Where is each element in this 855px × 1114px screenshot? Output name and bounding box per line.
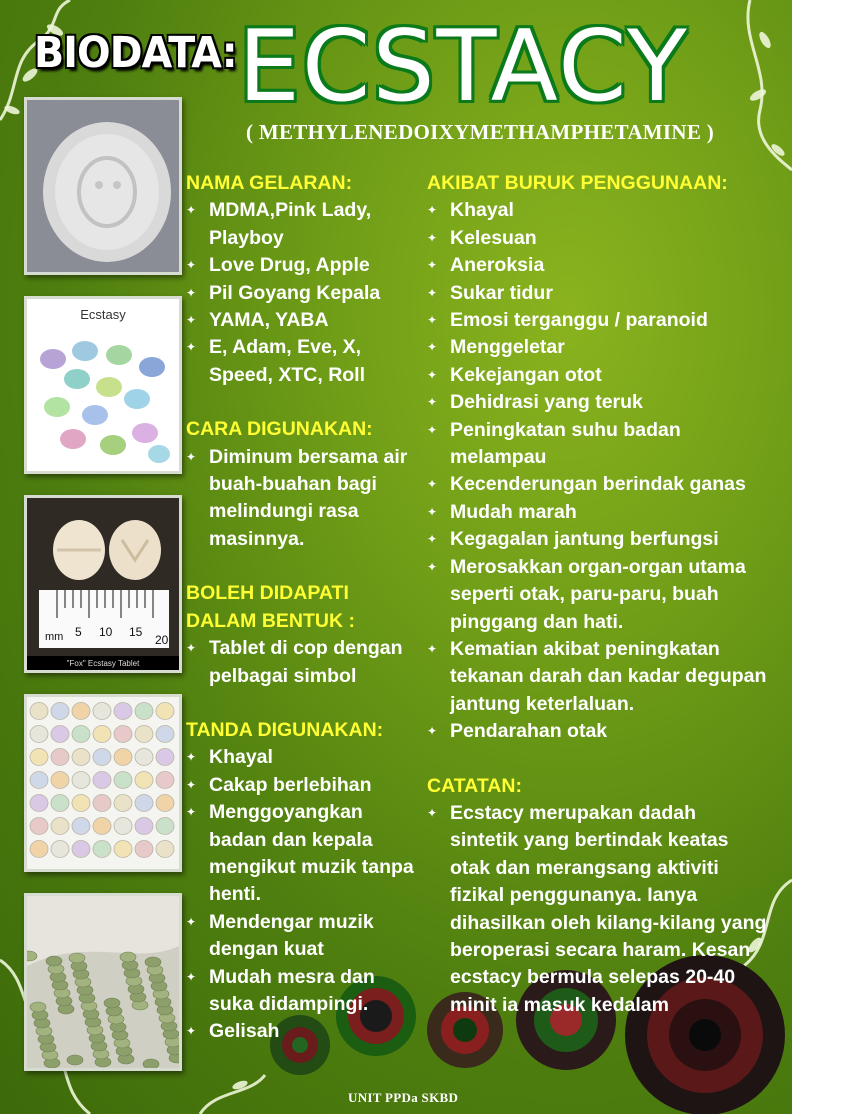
list-item bbox=[427, 362, 767, 389]
list-item bbox=[186, 252, 422, 279]
list-item bbox=[186, 909, 422, 964]
bullet-icon: ✦ bbox=[427, 477, 438, 492]
photo-caption: Ecstasy bbox=[80, 307, 126, 322]
pill-icon bbox=[114, 726, 132, 743]
bullet-list bbox=[427, 800, 767, 1019]
ecstasy-pill-closeup bbox=[24, 97, 182, 275]
bullet-icon: ✦ bbox=[427, 724, 438, 739]
pill-icon bbox=[72, 818, 90, 835]
list-item bbox=[427, 307, 767, 334]
list-item bbox=[427, 471, 767, 498]
list-item-text: Love Drug, Apple bbox=[209, 254, 370, 277]
pill-icon bbox=[135, 795, 153, 812]
bullet-list bbox=[186, 744, 422, 1045]
pill-icon bbox=[143, 1059, 159, 1068]
list-item bbox=[427, 389, 767, 416]
pill-icon bbox=[120, 952, 136, 962]
pill-icon bbox=[135, 726, 153, 743]
list-item bbox=[427, 334, 767, 361]
list-item-text: Kekejangan otot bbox=[450, 363, 602, 386]
section bbox=[427, 170, 767, 746]
list-item bbox=[186, 799, 422, 909]
bullet-icon: ✦ bbox=[427, 340, 438, 355]
list-item bbox=[427, 225, 767, 252]
list-item-text: Kegagalan jantung berfungsi bbox=[450, 528, 719, 551]
bullet-icon: ✦ bbox=[186, 449, 197, 464]
list-item-text: Aneroksia bbox=[450, 254, 545, 277]
list-item bbox=[186, 197, 422, 252]
pill-icon bbox=[93, 749, 111, 766]
list-item-text: Tablet di cop dengan pelbagai simbol bbox=[209, 637, 403, 687]
pill-icon bbox=[114, 841, 132, 858]
list-item bbox=[186, 964, 422, 1019]
bullet-icon: ✦ bbox=[427, 258, 438, 273]
section-heading: BOLEH DIDAPATI DALAM BENTUK : bbox=[186, 582, 355, 632]
list-item bbox=[427, 800, 767, 1019]
pill-icon bbox=[145, 957, 161, 967]
bullet-icon: ✦ bbox=[186, 258, 197, 273]
list-item bbox=[186, 307, 422, 334]
list-item bbox=[427, 280, 767, 307]
pill-icon bbox=[135, 772, 153, 789]
bullet-list bbox=[186, 444, 422, 554]
pill-icon bbox=[72, 703, 90, 720]
right-column bbox=[427, 170, 767, 1046]
pill-icon bbox=[156, 772, 174, 789]
list-item bbox=[186, 334, 422, 389]
pill-icon bbox=[104, 998, 120, 1008]
section-heading: NAMA GELARAN: bbox=[186, 172, 353, 194]
list-item-text: Pil Goyang Kepala bbox=[209, 281, 381, 304]
pill-icon bbox=[114, 795, 132, 812]
pill-icon bbox=[30, 795, 48, 812]
pill-icon bbox=[72, 749, 90, 766]
pill-icon bbox=[30, 726, 48, 743]
bullet-icon: ✦ bbox=[427, 395, 438, 410]
list-item-text: Kelesuan bbox=[450, 226, 537, 249]
ecstasy-pill-grid bbox=[24, 694, 182, 872]
pill-icon bbox=[51, 841, 69, 858]
pill-icon bbox=[93, 795, 111, 812]
section bbox=[186, 580, 422, 690]
bullet-icon: ✦ bbox=[427, 203, 438, 218]
list-item bbox=[427, 252, 767, 279]
left-column bbox=[186, 170, 422, 1073]
pill-icon bbox=[51, 772, 69, 789]
bullet-icon: ✦ bbox=[186, 641, 197, 656]
list-item-text: Khayal bbox=[450, 199, 514, 222]
section bbox=[186, 416, 422, 553]
footer-credit: UNIT PPDa SKBD bbox=[348, 1090, 459, 1105]
bullet-icon: ✦ bbox=[427, 532, 438, 547]
pill-icon bbox=[69, 953, 85, 963]
list-item-text: Kematian akibat peningkatan tekanan darah dan kadar degupan jantung keterlaluan. bbox=[450, 637, 767, 715]
list-item-text: Gelisah bbox=[209, 1020, 280, 1043]
pill-icon bbox=[51, 795, 69, 812]
bullet-icon: ✦ bbox=[186, 914, 197, 929]
list-item-text: MDMA,Pink Lady, Playboy bbox=[209, 199, 372, 249]
list-item bbox=[427, 554, 767, 636]
list-item-text: Peningkatan suhu badan melampau bbox=[450, 418, 681, 469]
pill-icon bbox=[30, 1002, 46, 1012]
bullet-icon: ✦ bbox=[427, 367, 438, 382]
pill-icon bbox=[72, 841, 90, 858]
photo-caption: "Fox" Ecstasy Tablet bbox=[66, 659, 140, 668]
pill-icon bbox=[30, 841, 48, 858]
list-item-text: Diminum bersama air buah-buahan bagi melindungi rasa masinnya. bbox=[209, 445, 408, 550]
bullet-icon: ✦ bbox=[427, 504, 438, 519]
page-title: ECSTACY bbox=[238, 10, 689, 124]
pill-icon bbox=[135, 703, 153, 720]
pill-icon bbox=[135, 749, 153, 766]
bullet-list bbox=[186, 635, 422, 690]
list-item-text: Kecenderungan berindak ganas bbox=[450, 473, 746, 496]
bullet-icon: ✦ bbox=[427, 559, 438, 574]
list-item-text: Menggeletar bbox=[450, 336, 565, 359]
pill-icon bbox=[93, 726, 111, 743]
list-item bbox=[186, 280, 422, 307]
bullet-list bbox=[186, 197, 422, 389]
bullet-icon: ✦ bbox=[186, 777, 197, 792]
list-item bbox=[186, 772, 422, 799]
list-item-text: Emosi terganggu / paranoid bbox=[450, 309, 708, 332]
pill-icon bbox=[156, 795, 174, 812]
bullet-icon: ✦ bbox=[186, 805, 197, 820]
ruler-tick-label: 20 bbox=[155, 633, 169, 647]
pill-icon bbox=[30, 818, 48, 835]
pill-icon bbox=[30, 749, 48, 766]
bullet-icon: ✦ bbox=[186, 750, 197, 765]
list-item-text: Sukar tidur bbox=[450, 281, 553, 304]
list-item bbox=[186, 744, 422, 771]
bullet-icon: ✦ bbox=[186, 1024, 197, 1039]
bullet-icon: ✦ bbox=[186, 203, 197, 218]
list-item-text: Mudah marah bbox=[450, 500, 577, 523]
list-item bbox=[427, 197, 767, 224]
bullet-icon: ✦ bbox=[186, 340, 197, 355]
bullet-icon: ✦ bbox=[186, 969, 197, 984]
chemical-name-subtitle: ( METHYLENEDOIXYMETHAMPHETAMINE ) bbox=[246, 120, 715, 144]
pill-icon bbox=[156, 818, 174, 835]
section bbox=[186, 717, 422, 1046]
ruler-unit: mm bbox=[45, 631, 64, 643]
section bbox=[427, 773, 767, 1020]
section-heading: CARA DIGUNAKAN: bbox=[186, 418, 373, 441]
ruler-tick-label: 10 bbox=[99, 625, 113, 639]
pill-icon bbox=[114, 703, 132, 720]
pill-icon bbox=[93, 818, 111, 835]
list-item bbox=[427, 718, 767, 745]
bullet-icon: ✦ bbox=[427, 230, 438, 245]
bullet-icon: ✦ bbox=[427, 805, 438, 820]
pill-icon bbox=[114, 772, 132, 789]
list-item bbox=[427, 526, 767, 553]
list-item bbox=[427, 417, 767, 472]
list-item-text: E, Adam, Eve, X, Speed, XTC, Roll bbox=[209, 336, 366, 386]
pill-icon bbox=[46, 956, 62, 966]
list-item-text: Khayal bbox=[209, 746, 273, 769]
pill-icon bbox=[114, 818, 132, 835]
list-item bbox=[186, 635, 422, 690]
pill-icon bbox=[114, 749, 132, 766]
ecstasy-colored-tablets bbox=[24, 296, 182, 474]
pill-icon bbox=[51, 726, 69, 743]
pill-icon bbox=[30, 703, 48, 720]
pill-icon bbox=[156, 726, 174, 743]
bullet-icon: ✦ bbox=[427, 313, 438, 328]
list-item-text: Mendengar muzik dengan kuat bbox=[209, 910, 374, 961]
list-item bbox=[427, 499, 767, 526]
list-item bbox=[186, 444, 422, 554]
pill-icon bbox=[67, 1055, 83, 1065]
list-item-text: Mudah mesra dan suka didampingi. bbox=[209, 965, 375, 1015]
biodata-label: BIODATA: bbox=[34, 28, 237, 78]
section bbox=[186, 170, 422, 389]
section-heading: AKIBAT BURUK PENGGUNAAN: bbox=[427, 172, 728, 194]
pill-icon bbox=[93, 703, 111, 720]
bullet-icon: ✦ bbox=[427, 422, 438, 437]
bullet-icon: ✦ bbox=[427, 641, 438, 656]
bullet-icon: ✦ bbox=[427, 285, 438, 300]
ruler-tick-label: 5 bbox=[75, 625, 82, 639]
ruler-tick-label: 15 bbox=[129, 625, 143, 639]
pill-icon bbox=[72, 795, 90, 812]
pill-icon bbox=[51, 749, 69, 766]
pill-icon bbox=[51, 703, 69, 720]
list-item-text: Cakap berlebihan bbox=[209, 773, 372, 796]
list-item-text: Dehidrasi yang teruk bbox=[450, 391, 643, 414]
bullet-icon: ✦ bbox=[186, 285, 197, 300]
pill-icon bbox=[51, 818, 69, 835]
pill-icon bbox=[156, 749, 174, 766]
bullet-icon: ✦ bbox=[186, 313, 197, 328]
list-item-text: Pendarahan otak bbox=[450, 720, 608, 743]
pill-icon bbox=[93, 841, 111, 858]
list-item bbox=[186, 1018, 422, 1045]
pill-icon bbox=[135, 818, 153, 835]
list-item-text: Menggoyangkan badan dan kepala mengikut muzik tanpa henti. bbox=[209, 801, 414, 906]
list-item-text: Ecstacy merupakan dadah sintetik yang bertindak keatas otak dan merangsang aktiviti fizikal penggunanya. Ianya dihasilkan oleh kilang-kilang yang beroperasi secara haram. Kesan ecstacy bermula selepas 20-40 minit ia masuk kedalam bbox=[450, 801, 767, 1016]
ecstasy-tablets-with-ruler bbox=[24, 495, 182, 673]
list-item-text: YAMA, YABA bbox=[209, 309, 329, 332]
list-item-text: Merosakkan organ-organ utama seperti otak, paru-paru, buah pinggang dan hati. bbox=[450, 555, 746, 633]
pill-icon bbox=[156, 841, 174, 858]
section-heading: CATATAN: bbox=[427, 774, 522, 797]
ecstasy-green-pills-bag bbox=[24, 893, 182, 1071]
list-item bbox=[427, 636, 767, 718]
pill-icon bbox=[72, 726, 90, 743]
section-heading: TANDA DIGUNAKAN: bbox=[186, 718, 384, 741]
pill-icon bbox=[93, 772, 111, 789]
pill-icon bbox=[30, 772, 48, 789]
pill-icon bbox=[135, 841, 153, 858]
bullet-list bbox=[427, 197, 767, 745]
pill-icon bbox=[156, 703, 174, 720]
pill-icon bbox=[72, 772, 90, 789]
